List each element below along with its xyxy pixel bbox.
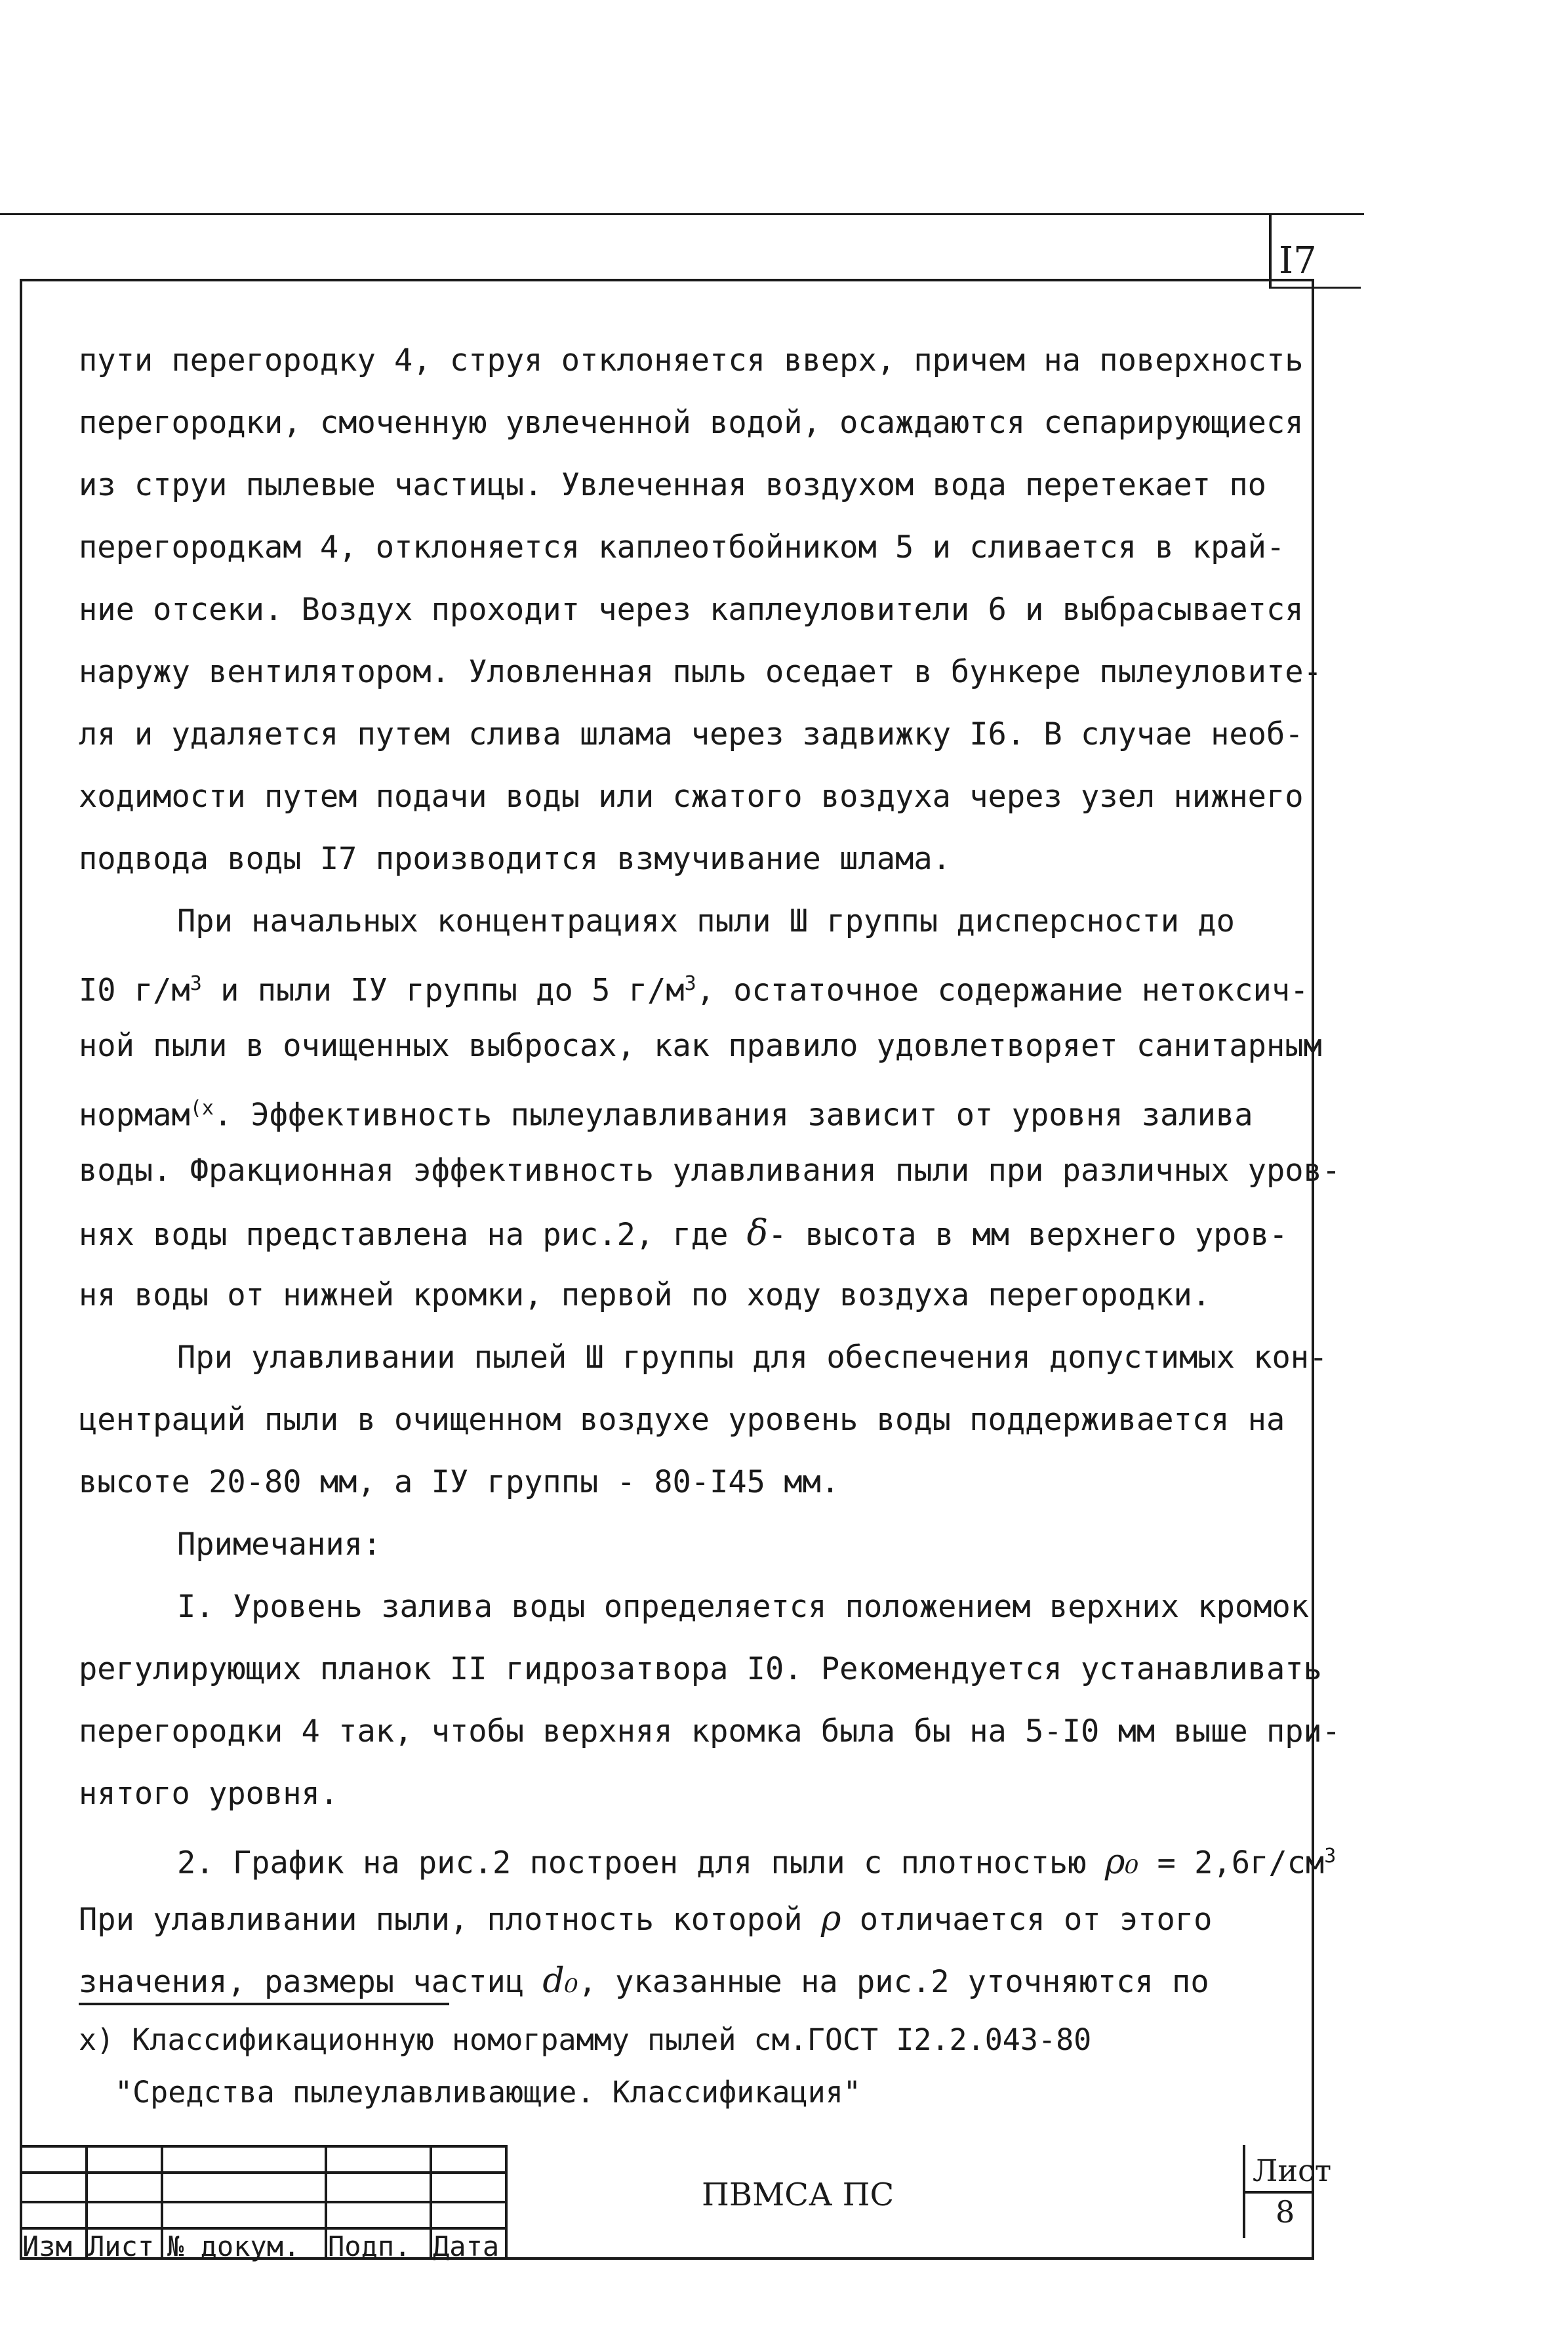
text-line: ля и удаляется путем слива шлама через задвижку I6. В случае необ- — [79, 716, 1304, 752]
text-line: перегородкам 4, отклоняется каплеотбойником 5 и сливается в край- — [79, 529, 1285, 565]
text-fragment: нормам — [79, 1097, 190, 1134]
sheet-number: 8 — [1276, 2194, 1295, 2230]
text-fragment: - высота в мм верхнего уров- — [768, 1217, 1288, 1253]
notes-title: Примечания: — [177, 1526, 382, 1563]
text-line: ние отсеки. Воздух проходит через каплеуловители 6 и выбрасывается — [79, 592, 1304, 628]
stamp-header-podp: Подп. — [328, 2230, 411, 2262]
sheet-divider — [1243, 2191, 1314, 2194]
text-line: наружу вентилятором. Уловленная пыль оседает в бункере пылеуловите- — [79, 654, 1322, 690]
text-line — [79, 1961, 1209, 2002]
superscript: 3 — [1324, 1845, 1337, 1868]
rho-symbol: ρ — [820, 1899, 841, 1938]
text-line: I. Уровень залива воды определяется положением верхних кромок — [177, 1589, 1310, 1625]
superscript: 3 — [684, 972, 696, 995]
text-line: х) Классификационную номограмму пылей см.ГОСТ I2.2.043-80 — [79, 2022, 1092, 2057]
text-line: центраций пыли в очищенном воздухе уровень воды поддерживается на — [79, 1402, 1285, 1438]
text-line — [177, 1837, 1336, 1883]
d0-symbol: d₀ — [542, 1961, 578, 2001]
text-line: из струи пылевые частицы. Увлеченная воздухом вода перетекает по — [79, 467, 1266, 503]
text-line: подвода воды I7 производится взмучивание шлама. — [79, 841, 951, 877]
text-fragment: и пыли IУ группы до 5 г/м — [201, 972, 685, 1009]
sheet-label: Лист — [1253, 2153, 1332, 2188]
delta-symbol: δ — [746, 1212, 769, 1254]
superscript: 3 — [190, 972, 202, 995]
text-fragment: = 2,6г/см — [1138, 1845, 1325, 1881]
text-fragment: При улавливании пыли, плотность которой — [79, 1902, 821, 1938]
text-line: нятого уровня. — [79, 1776, 339, 1812]
text-fragment: I0 г/м — [79, 972, 190, 1009]
text-fragment: нях воды представлена на рис.2, где — [79, 1217, 747, 1253]
stamp-header-data: Дата — [433, 2230, 500, 2262]
text-line — [79, 1214, 1288, 1255]
text-line: перегородки 4 так, чтобы верхняя кромка была бы на 5-I0 мм выше при- — [79, 1713, 1341, 1749]
text-line: перегородки, смоченную увлеченной водой, осаждаются сепарирующиеся — [79, 405, 1304, 441]
text-line: ходимости путем подачи воды или сжатого воздуха через узел нижнего — [79, 779, 1304, 815]
document-code: ПВМСА ПС — [702, 2177, 895, 2213]
stamp-header-doc: № докум. — [167, 2230, 300, 2262]
text-line: ной пыли в очищенных выбросах, как правило удовлетворяет санитарным — [79, 1028, 1322, 1064]
text-line — [79, 964, 1308, 1011]
page-number: I7 — [1279, 239, 1317, 282]
text-line — [79, 1899, 1212, 1940]
stamp-header-list: Лист — [88, 2230, 155, 2262]
stamp-header-izm: Изм — [22, 2230, 72, 2262]
text-line: регулирующих планок II гидрозатвора I0. Рекомендуется устанавливать — [79, 1651, 1322, 1687]
rho0-symbol: ρ₀ — [1104, 1842, 1139, 1882]
text-line: При начальных концентрациях пыли Ш группы дисперсности до — [177, 903, 1235, 939]
text-fragment: 2. График на рис.2 построен для пыли с плотностью — [177, 1845, 1105, 1881]
text-fragment: значения, размеры частиц — [79, 1964, 543, 2000]
text-line: высоте 20-80 мм, а IУ группы - 80-I45 мм. — [79, 1464, 840, 1500]
footnote-marker: (x — [190, 1097, 214, 1120]
text-line: воды. Фракционная эффективность улавливания пыли при различных уров- — [79, 1153, 1341, 1189]
text-fragment: . Эффективность пылеулавливания зависит от уровня залива — [213, 1097, 1253, 1134]
text-line: ня воды от нижней кромки, первой по ходу воздуха перегородки. — [79, 1277, 1211, 1313]
text-line — [79, 1089, 1253, 1135]
text-fragment: отличается от этого — [841, 1902, 1213, 1938]
text-line: "Средства пылеулавливающие. Классификация" — [115, 2075, 861, 2110]
top-rule — [0, 213, 1364, 215]
text-fragment: , остаточное содержание нетоксич- — [696, 972, 1309, 1009]
text-line: пути перегородку 4, струя отклоняется вверх, причем на поверхность — [79, 342, 1304, 378]
footnote-rule — [79, 2003, 449, 2005]
text-line: При улавливании пылей Ш группы для обеспечения допустимых кон- — [177, 1339, 1328, 1376]
text-fragment: , указанные на рис.2 уточняются по — [578, 1964, 1209, 2000]
